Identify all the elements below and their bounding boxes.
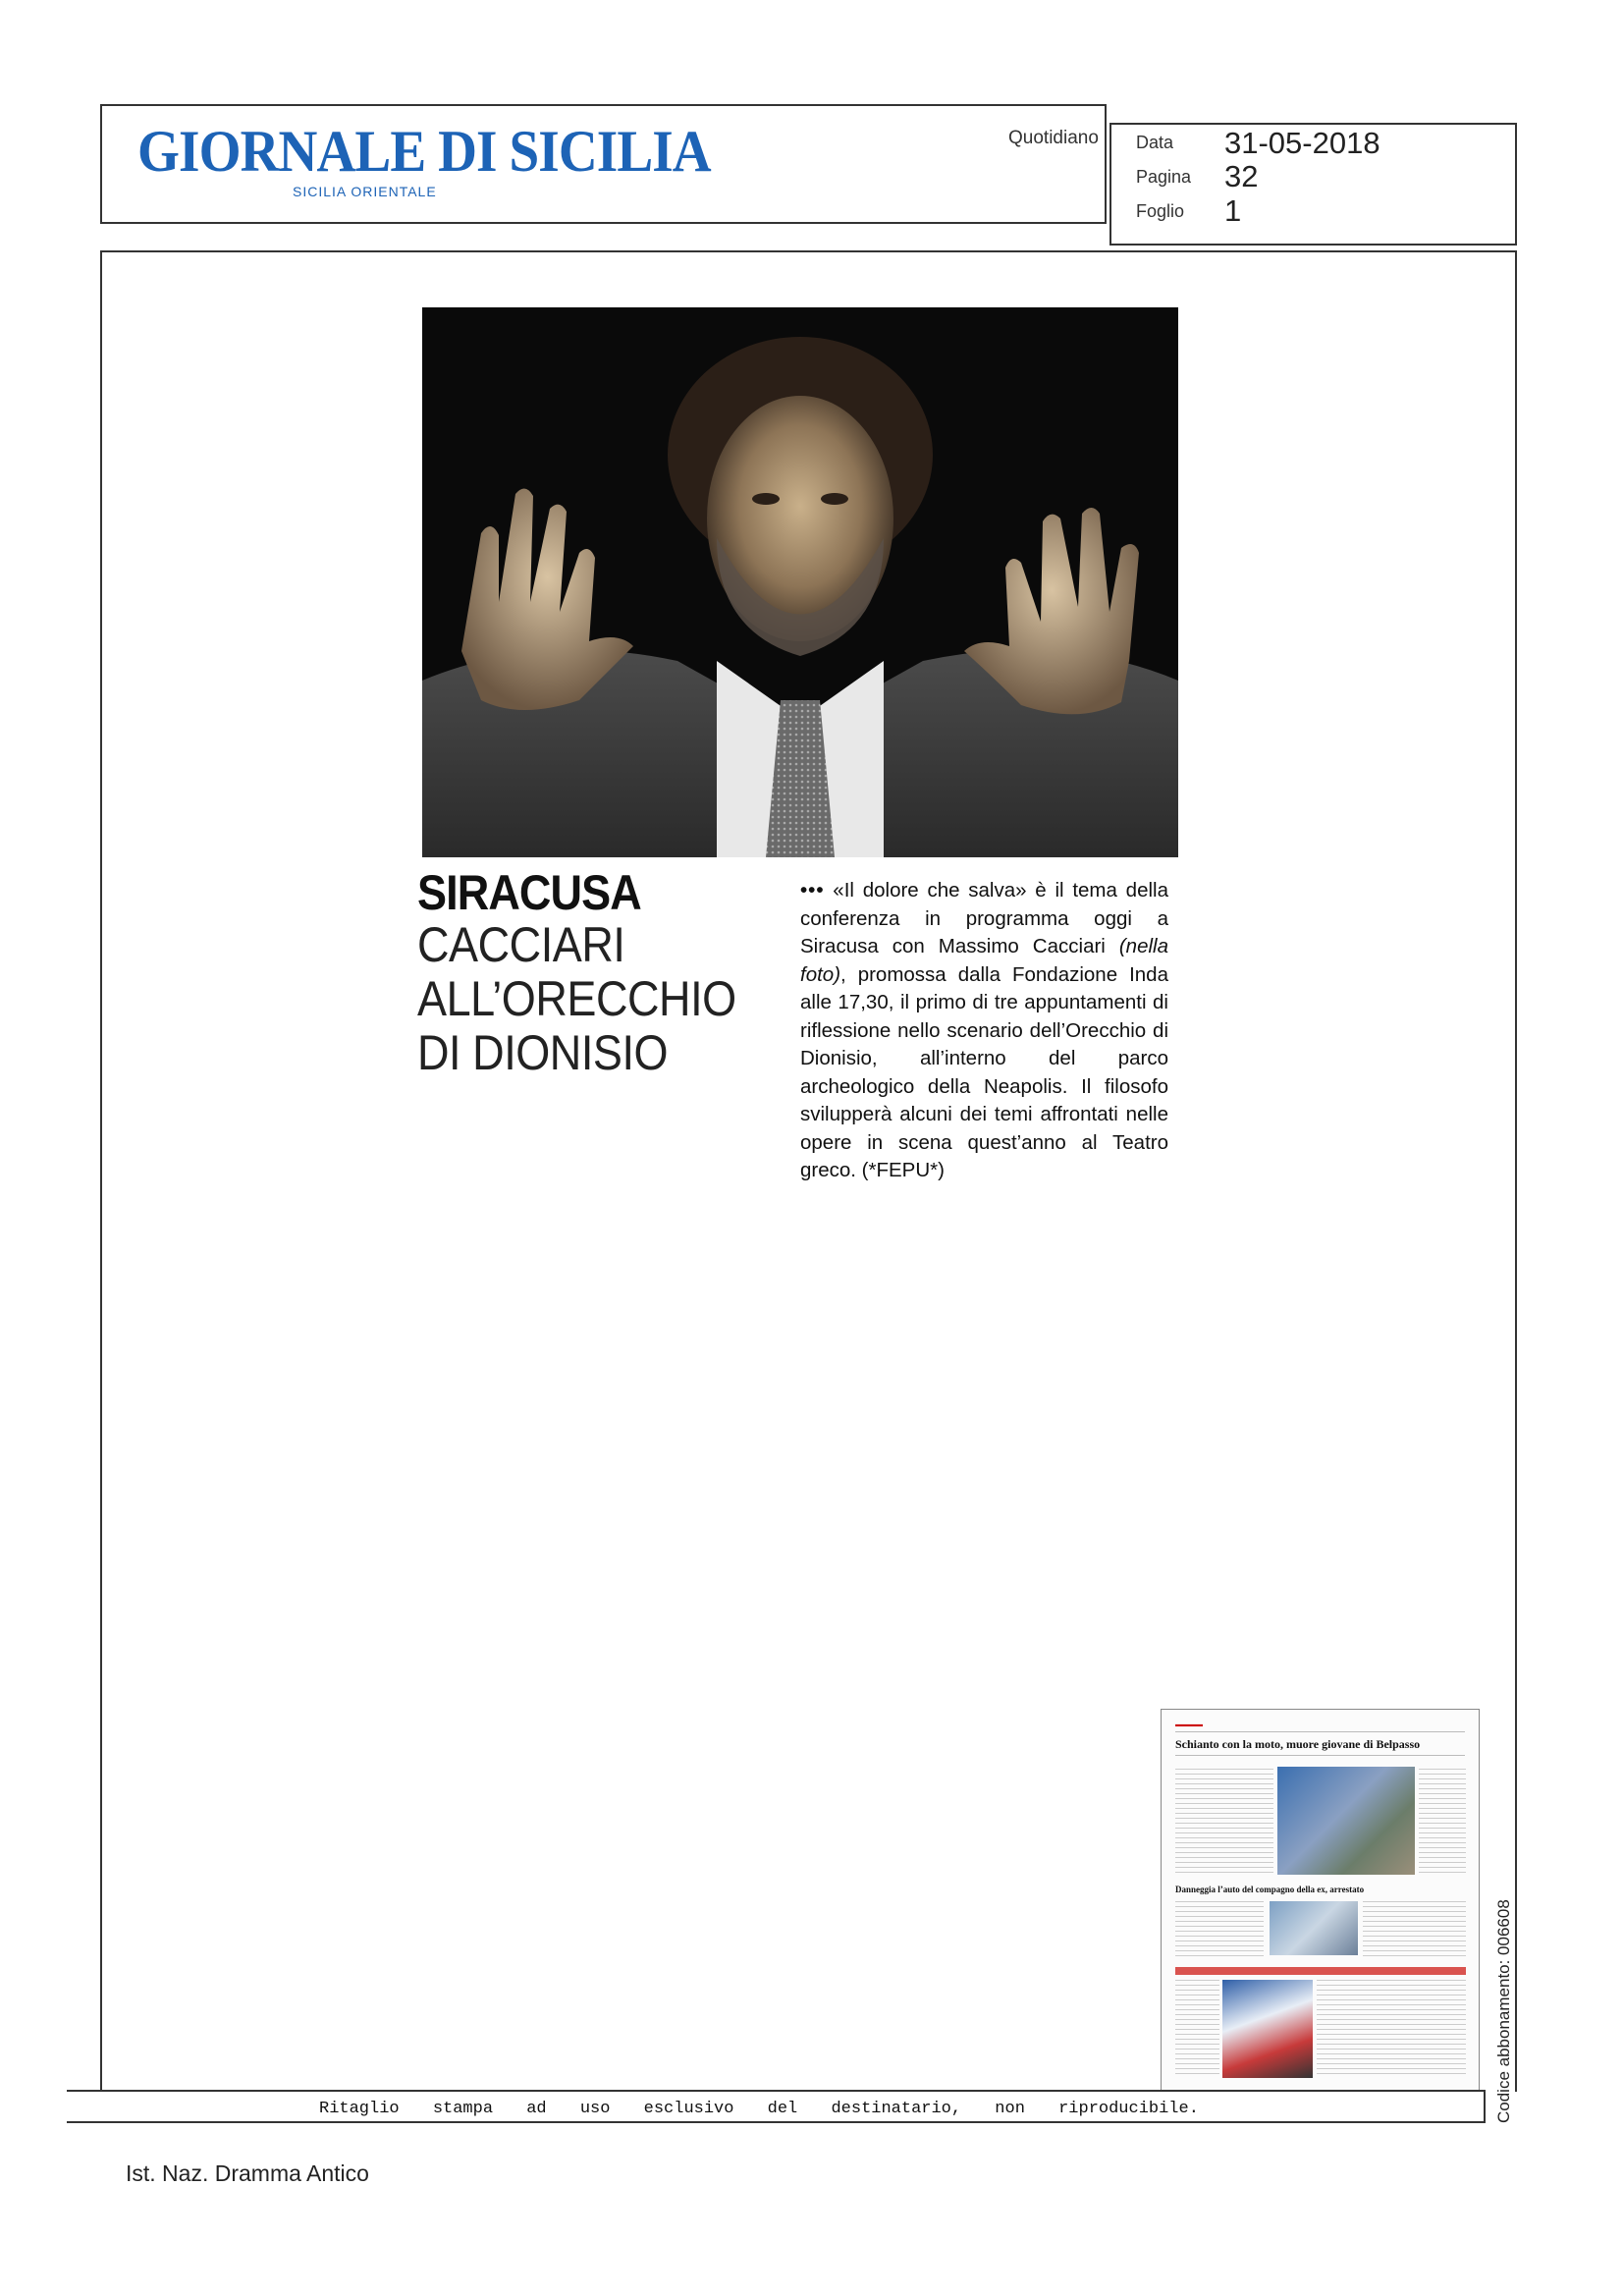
bullet-marker: ••• bbox=[800, 879, 825, 902]
footer-rule bbox=[1484, 2090, 1486, 2123]
divider bbox=[1175, 1731, 1465, 1732]
thumbnail-subtitle: Danneggia l’auto del compagno della ex, arrestato bbox=[1175, 1885, 1365, 1894]
thumbnail-photo bbox=[1270, 1901, 1358, 1955]
text-column bbox=[1317, 1980, 1466, 2078]
thumbnail-photo bbox=[1277, 1767, 1415, 1875]
pagina-value: 32 bbox=[1224, 159, 1259, 193]
text-column bbox=[1175, 1901, 1264, 1960]
data-label: Data bbox=[1136, 133, 1174, 152]
body-text-italic: (nella foto) bbox=[800, 935, 1168, 986]
subscription-code: Codice abbonamento: 006608 bbox=[1494, 1899, 1513, 2123]
thumbnail-title: Schianto con la moto, muore giovane di Belpasso bbox=[1175, 1737, 1421, 1751]
thumbnail-photo bbox=[1222, 1980, 1313, 2078]
headline-line: DI DIONISIO bbox=[417, 1025, 669, 1080]
body-text-part: «Il dolore che salva» è il tema della conferenza in programma oggi a Siracusa con Massimo Cacciari bbox=[800, 879, 1168, 957]
edition-label: SICILIA ORIENTALE bbox=[293, 184, 437, 199]
headline-line: CACCIARI bbox=[417, 917, 625, 972]
publisher-label: Ist. Naz. Dramma Antico bbox=[126, 2160, 369, 2186]
text-column bbox=[1363, 1901, 1466, 1960]
frequency-label: Quotidiano bbox=[1008, 128, 1099, 148]
pagina-label: Pagina bbox=[1136, 167, 1192, 187]
article-kicker: SIRACUSA bbox=[417, 865, 641, 920]
foglio-value: 1 bbox=[1224, 193, 1242, 228]
article-headline bbox=[417, 918, 736, 1080]
thumbnail-banner bbox=[1175, 1967, 1466, 1975]
footer-rule bbox=[67, 2121, 1486, 2123]
reproduction-notice: Ritaglio stampa ad uso esclusivo del destinatario, non riproducibile. bbox=[319, 2100, 1199, 2118]
article-body bbox=[800, 877, 1168, 1185]
headline-line: ALL’ORECCHIO bbox=[417, 971, 736, 1026]
text-column bbox=[1419, 1769, 1466, 1877]
data-value: 31-05-2018 bbox=[1224, 126, 1380, 160]
foglio-label: Foglio bbox=[1136, 201, 1185, 221]
body-text-part: , promossa dalla Fondazione Inda alle 17,30, il primo di tre appuntamenti di riflessione nello scenario dell’Orecchio di Dionisio, all’interno del parco archeologico della Neapolis. Il filosofo svilupperà alcuni dei temi affrontati nelle opere in scena quest’anno al Teatro greco. (*FEPU*) bbox=[800, 962, 1168, 1181]
speaker-photo bbox=[422, 307, 1178, 857]
text-column bbox=[1175, 1769, 1273, 1877]
newspaper-masthead: GIORNALE DI SICILIA bbox=[137, 119, 711, 184]
footer-rule bbox=[67, 2090, 1486, 2092]
thumbnail-section-label: ▬▬▬▬ bbox=[1175, 1722, 1203, 1728]
text-column bbox=[1175, 1980, 1219, 2078]
divider bbox=[1175, 1755, 1465, 1756]
page-thumbnail bbox=[1161, 1709, 1480, 2092]
